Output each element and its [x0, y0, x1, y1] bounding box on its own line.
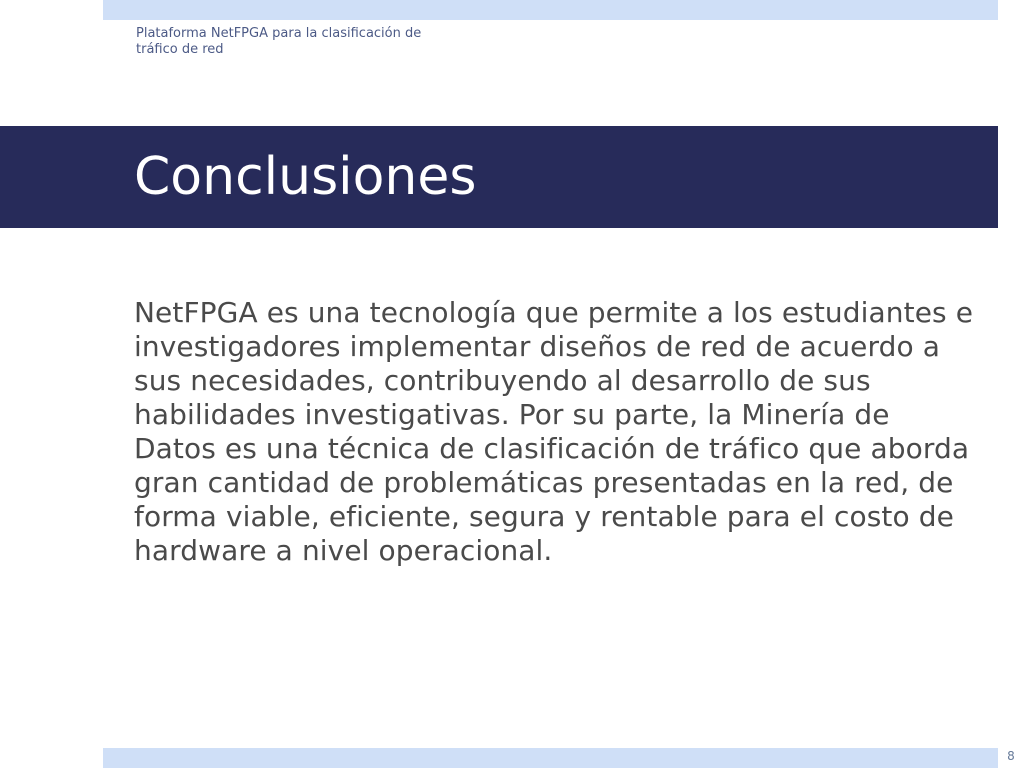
page-number: 8 — [1007, 749, 1015, 763]
bottom-decorative-band — [103, 748, 998, 768]
slide-header-note: Plataforma NetFPGA para la clasificación de tráfico de red — [136, 26, 422, 57]
top-decorative-band — [103, 0, 998, 20]
slide-title: Conclusiones — [134, 147, 477, 207]
slide-body-text: NetFPGA es una tecnología que permite a los estudiantes e investigadores implementar diseños de red de acuerdo a sus necesidades, contribuyendo al desarrollo de sus habilidades investigativas. Por su parte, la Minería de Datos es una técnica de clasificación de tráfico que aborda gran cantidad de problemáticas presentadas en la red, de forma viable, eficiente, segura y rentable para el costo de hardware a nivel operacional. — [134, 296, 974, 567]
